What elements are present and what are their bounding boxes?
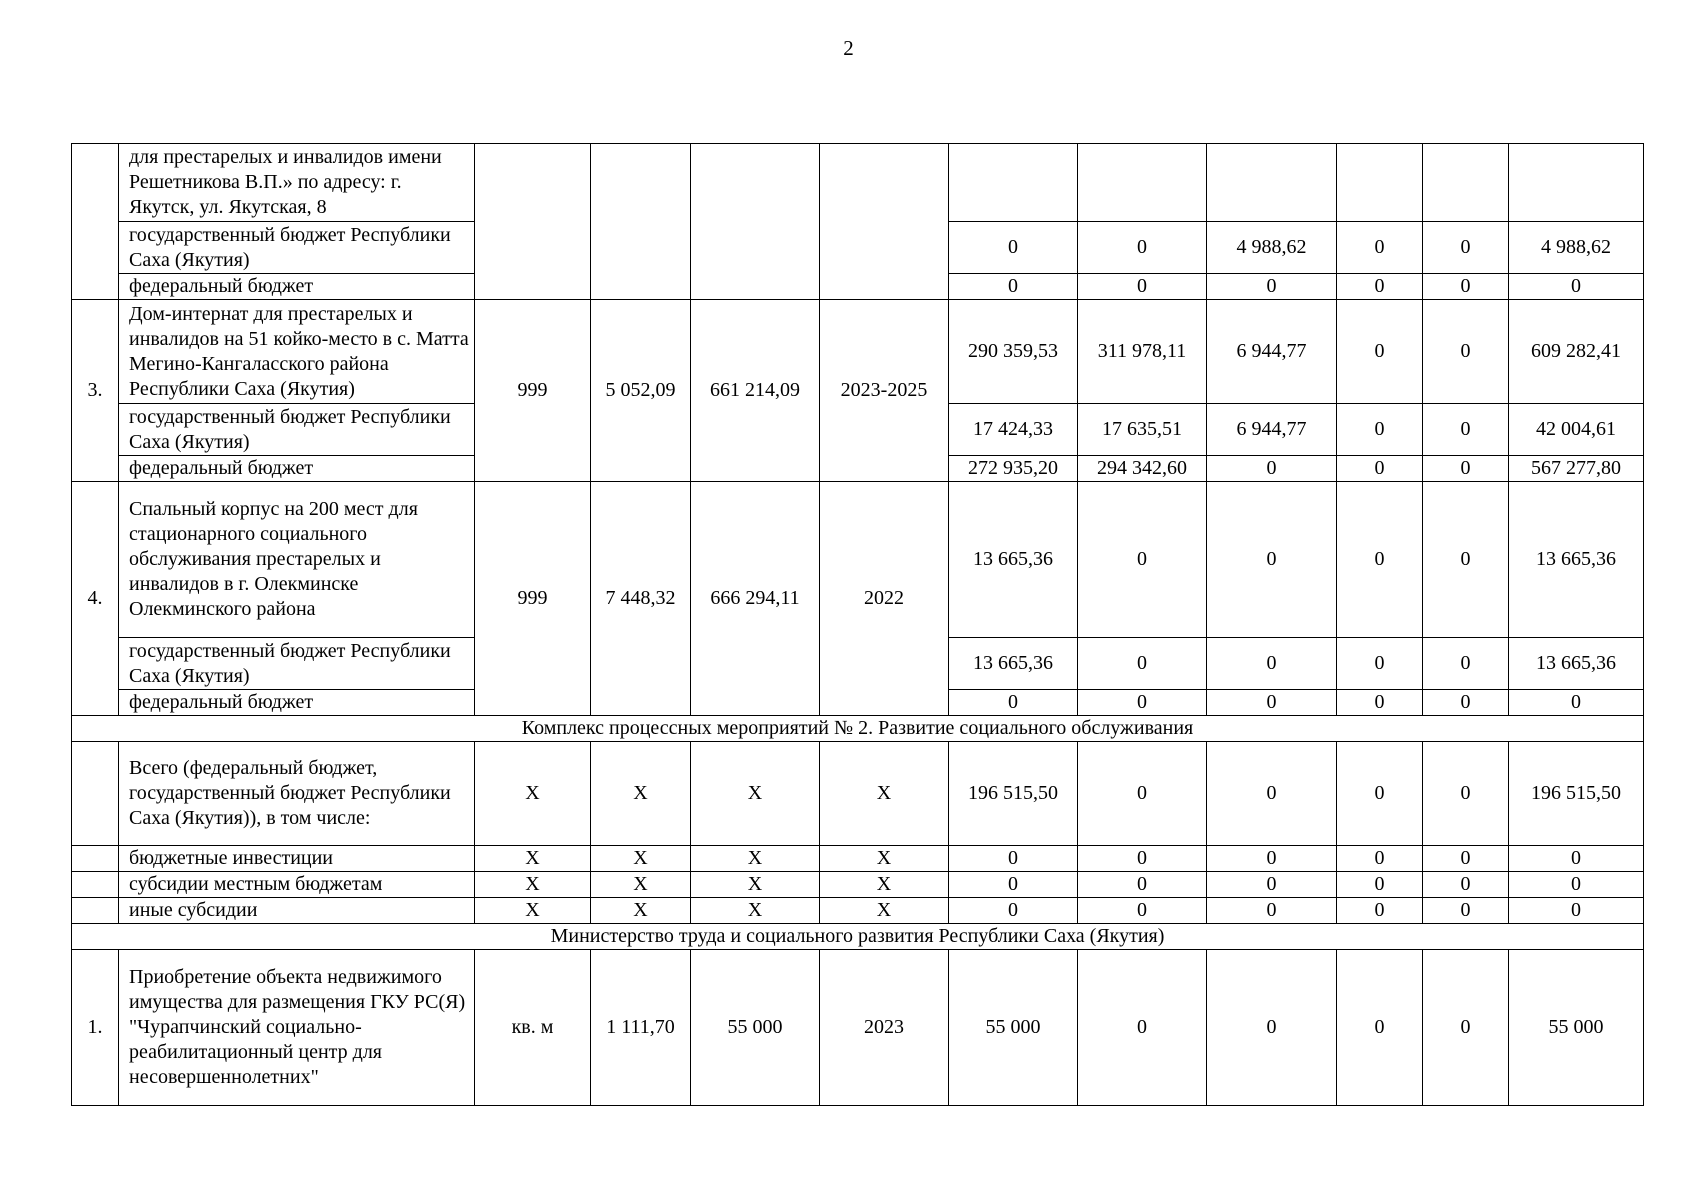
value-cell: 294 342,60 — [1078, 456, 1207, 482]
value-cell: 0 — [1423, 300, 1509, 404]
ministry-heading: Министерство труда и социального развития Республики Саха (Якутия) — [72, 924, 1644, 950]
table-row — [72, 898, 1644, 924]
x-cell: Х — [691, 846, 820, 872]
value-cell: 0 — [1423, 898, 1509, 924]
years-cell: 2022 — [820, 482, 949, 716]
value-cell: 0 — [1207, 898, 1337, 924]
value-cell: 0 — [1423, 456, 1509, 482]
value-cell: 0 — [949, 846, 1078, 872]
value-cell: 0 — [1509, 274, 1644, 300]
table-row — [72, 950, 1644, 1106]
value-cell: 196 515,50 — [1509, 742, 1644, 846]
budget-table — [71, 143, 1644, 1106]
value-cell: 609 282,41 — [1509, 300, 1644, 404]
value-cell: 0 — [1337, 300, 1423, 404]
cell — [591, 144, 691, 300]
cell — [1207, 144, 1337, 222]
x-cell: Х — [475, 872, 591, 898]
cost-cell: 666 294,11 — [691, 482, 820, 716]
value-cell: 0 — [1337, 742, 1423, 846]
value-cell: 0 — [1207, 690, 1337, 716]
value-cell: 0 — [1078, 482, 1207, 638]
other-subsidies-label: иные субсидии — [119, 898, 475, 924]
row-number — [72, 846, 119, 872]
value-cell: 0 — [1509, 872, 1644, 898]
value-cell: 0 — [1423, 846, 1509, 872]
value-cell: 13 665,36 — [949, 482, 1078, 638]
capacity-cell: 999 — [475, 482, 591, 716]
value-cell: 0 — [1423, 872, 1509, 898]
row-number: 1. — [72, 950, 119, 1106]
value-cell: 0 — [1078, 742, 1207, 846]
value-cell: 0 — [1078, 274, 1207, 300]
cell — [691, 144, 820, 300]
value-cell: 0 — [1078, 222, 1207, 274]
value-cell: 0 — [1078, 638, 1207, 690]
budget-investments-label: бюджетные инвестиции — [119, 846, 475, 872]
value-cell: 13 665,36 — [1509, 482, 1644, 638]
x-cell: Х — [820, 742, 949, 846]
value-cell: 311 978,11 — [1078, 300, 1207, 404]
value-cell: 0 — [949, 222, 1078, 274]
table-row — [72, 300, 1644, 404]
value-cell: 0 — [1423, 404, 1509, 456]
years-cell: 2023-2025 — [820, 300, 949, 482]
cost-cell: 55 000 — [691, 950, 820, 1106]
value-cell: 0 — [1337, 482, 1423, 638]
value-cell: 0 — [1423, 274, 1509, 300]
cell — [949, 144, 1078, 222]
value-cell: 0 — [1078, 690, 1207, 716]
total-label: Всего (федеральный бюджет, государственный бюджет Республики Саха (Якутия)), в том числе: — [119, 742, 475, 846]
funding-source-label: федеральный бюджет — [119, 690, 475, 716]
table-row — [72, 924, 1644, 950]
value-cell: 4 988,62 — [1509, 222, 1644, 274]
row-number — [72, 144, 119, 300]
x-cell: Х — [820, 846, 949, 872]
x-cell: Х — [691, 742, 820, 846]
value-cell: 17 424,33 — [949, 404, 1078, 456]
row-number — [72, 898, 119, 924]
row-number: 4. — [72, 482, 119, 716]
value-cell: 0 — [1423, 950, 1509, 1106]
local-subsidies-label: субсидии местным бюджетам — [119, 872, 475, 898]
capacity-cell: 999 — [475, 300, 591, 482]
area-cell: 1 111,70 — [591, 950, 691, 1106]
value-cell: 0 — [1337, 846, 1423, 872]
value-cell: 0 — [1509, 690, 1644, 716]
value-cell: 0 — [1207, 742, 1337, 846]
value-cell: 0 — [1337, 222, 1423, 274]
value-cell: 196 515,50 — [949, 742, 1078, 846]
object-name: Дом-интернат для престарелых и инвалидов на 51 койко-место в с. Матта Мегино-Кангаласского района Республики Саха (Якутия) — [119, 300, 475, 404]
value-cell: 0 — [1337, 404, 1423, 456]
value-cell: 0 — [1337, 950, 1423, 1106]
row-number — [72, 872, 119, 898]
value-cell: 17 635,51 — [1078, 404, 1207, 456]
funding-source-label: федеральный бюджет — [119, 456, 475, 482]
cell — [1509, 144, 1644, 222]
row-number — [72, 742, 119, 846]
cell — [475, 144, 591, 300]
x-cell: Х — [591, 846, 691, 872]
x-cell: Х — [475, 898, 591, 924]
x-cell: Х — [591, 872, 691, 898]
x-cell: Х — [820, 898, 949, 924]
object-name: Приобретение объекта недвижимого имущества для размещения ГКУ РС(Я) "Чурапчинский социально-реабилитационный центр для несовершеннолетних" — [119, 950, 475, 1106]
table-row — [72, 144, 1644, 222]
value-cell: 0 — [949, 274, 1078, 300]
value-cell: 0 — [1423, 742, 1509, 846]
funding-source-label: государственный бюджет Республики Саха (Якутия) — [119, 222, 475, 274]
value-cell: 0 — [1207, 872, 1337, 898]
section-heading: Комплекс процессных мероприятий № 2. Развитие социального обслуживания — [72, 716, 1644, 742]
value-cell: 0 — [1207, 482, 1337, 638]
cell — [820, 144, 949, 300]
unit-cell: кв. м — [475, 950, 591, 1106]
value-cell: 55 000 — [949, 950, 1078, 1106]
page-number: 2 — [843, 36, 854, 60]
funding-source-label: федеральный бюджет — [119, 274, 475, 300]
x-cell: Х — [691, 898, 820, 924]
x-cell: Х — [691, 872, 820, 898]
value-cell: 567 277,80 — [1509, 456, 1644, 482]
funding-source-label: государственный бюджет Республики Саха (Якутия) — [119, 404, 475, 456]
x-cell: Х — [820, 872, 949, 898]
value-cell: 0 — [949, 690, 1078, 716]
x-cell: Х — [591, 742, 691, 846]
value-cell: 0 — [1207, 456, 1337, 482]
row-number: 3. — [72, 300, 119, 482]
x-cell: Х — [591, 898, 691, 924]
value-cell: 0 — [1337, 274, 1423, 300]
table-row — [72, 846, 1644, 872]
value-cell: 0 — [1423, 638, 1509, 690]
cell — [1078, 144, 1207, 222]
value-cell: 4 988,62 — [1207, 222, 1337, 274]
value-cell: 0 — [1078, 846, 1207, 872]
value-cell: 0 — [1078, 898, 1207, 924]
area-cell: 7 448,32 — [591, 482, 691, 716]
value-cell: 0 — [949, 898, 1078, 924]
value-cell: 0 — [1423, 222, 1509, 274]
object-name: для престарелых и инвалидов имени Решетникова В.П.» по адресу: г. Якутск, ул. Якутская, 8 — [119, 144, 475, 222]
cell — [1337, 144, 1423, 222]
value-cell: 13 665,36 — [949, 638, 1078, 690]
value-cell: 0 — [1207, 950, 1337, 1106]
x-cell: Х — [475, 742, 591, 846]
value-cell: 0 — [1423, 690, 1509, 716]
value-cell: 0 — [1207, 274, 1337, 300]
value-cell: 290 359,53 — [949, 300, 1078, 404]
value-cell: 0 — [1423, 482, 1509, 638]
value-cell: 0 — [1337, 638, 1423, 690]
years-cell: 2023 — [820, 950, 949, 1106]
value-cell: 0 — [949, 872, 1078, 898]
value-cell: 0 — [1337, 456, 1423, 482]
value-cell: 0 — [1078, 950, 1207, 1106]
value-cell: 6 944,77 — [1207, 300, 1337, 404]
object-name: Спальный корпус на 200 мест для стационарного социального обслуживания престарелых и инвалидов в г. Олекминске Олекминского района — [119, 482, 475, 638]
value-cell: 0 — [1509, 846, 1644, 872]
value-cell: 0 — [1337, 898, 1423, 924]
cell — [1423, 144, 1509, 222]
funding-source-label: государственный бюджет Республики Саха (Якутия) — [119, 638, 475, 690]
value-cell: 272 935,20 — [949, 456, 1078, 482]
value-cell: 6 944,77 — [1207, 404, 1337, 456]
cost-cell: 661 214,09 — [691, 300, 820, 482]
value-cell: 13 665,36 — [1509, 638, 1644, 690]
table-row — [72, 742, 1644, 846]
x-cell: Х — [475, 846, 591, 872]
value-cell: 55 000 — [1509, 950, 1644, 1106]
value-cell: 42 004,61 — [1509, 404, 1644, 456]
table-row — [72, 716, 1644, 742]
value-cell: 0 — [1337, 872, 1423, 898]
value-cell: 0 — [1207, 846, 1337, 872]
table-row — [72, 872, 1644, 898]
value-cell: 0 — [1509, 898, 1644, 924]
area-cell: 5 052,09 — [591, 300, 691, 482]
table-row — [72, 482, 1644, 638]
value-cell: 0 — [1078, 872, 1207, 898]
value-cell: 0 — [1207, 638, 1337, 690]
value-cell: 0 — [1337, 690, 1423, 716]
